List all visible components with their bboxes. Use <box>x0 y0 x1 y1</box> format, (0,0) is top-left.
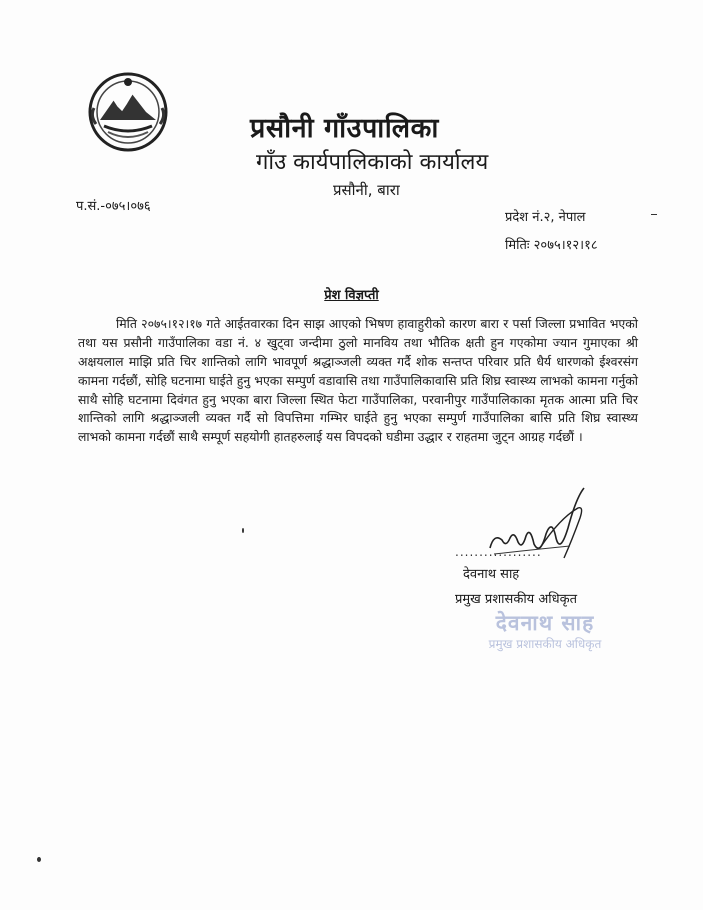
reference-number: प.सं.-०७५।०७६ <box>76 199 151 214</box>
letter-date: मितिः २०७५।१२।१८ <box>505 238 598 253</box>
stamp-title: प्रमुख प्रशासकीय अधिकृत <box>488 637 602 651</box>
stamp-name: देवनाथ साह <box>495 611 595 635</box>
notice-heading <box>0 285 703 303</box>
office-subtitle: गाँउ कार्यपालिकाको कार्यालय <box>256 150 489 175</box>
nepal-emblem-icon <box>86 70 170 154</box>
official-stamp <box>475 609 615 652</box>
signatory-title: प्रमुख प्रशासकीय अधिकृत <box>455 592 578 607</box>
office-place: प्रसौनी, बारा <box>333 181 400 199</box>
notice-body: मिति २०७५।१२।१७ गते आईतवारका दिन साझ आएको भिषण हावाहुरीको कारण बारा र पर्सा जिल्ला प्रभावित भएको तथा यस प्रसौनी गाउँपालिका वडा नं. ४ खुट्वा जन्दीमा ठुलो मानविय तथा भौतिक क्षती हुन गएकोमा ज्यान गुमाएका श्री अक्षयलाल माझि प्रति चिर शान्तिको लागि भावपूर्ण श्रद्धाञ्जली व्यक्त गर्दै शोक सन्तप्त परिवार प्रति धैर्य धारणको ईश्वरसंग कामना गर्दछौं, सोहि घटनामा घाईते हुनु भएका सम्पुर्ण वडावासि तथा गाउँपालिकावासि प्रति शिघ्र स्वास्थ्य लाभको कामना गर्नुको साथै सोहि घटनामा दिवंगत हुनु भएका बारा जिल्ला स्थित फेटा गाउँपालिका, परवानीपुर गाउँपालिकाका मृतक आत्मा प्रति चिर शान्तिको लागि श्रद्धाञ्जली व्यक्त गर्दै सो विपत्तिमा गम्भिर घाईते हुनु भएका सम्पुर्ण गाउँपालिका बासि प्रति शिघ्र स्वास्थ्य लाभको कामना गर्दछौं साथै सम्पूर्ण सहयोगी हातहरुलाई यस विपदको घडीमा उद्धार र राहतमा जुट्न आग्रह गर्दछौं । <box>78 316 638 445</box>
office-title: प्रसौनी गाँउपालिका <box>250 113 439 144</box>
ink-dot <box>651 214 657 215</box>
signature-line: .................. <box>455 545 542 559</box>
notice-heading-text: प्रेश विज्ञप्ती <box>324 288 379 303</box>
province-line: प्रदेश नं.२, नेपाल <box>505 210 586 225</box>
ink-dot <box>37 857 41 862</box>
ink-dot <box>242 528 244 533</box>
signatory-name: देवनाथ साह <box>463 567 520 582</box>
